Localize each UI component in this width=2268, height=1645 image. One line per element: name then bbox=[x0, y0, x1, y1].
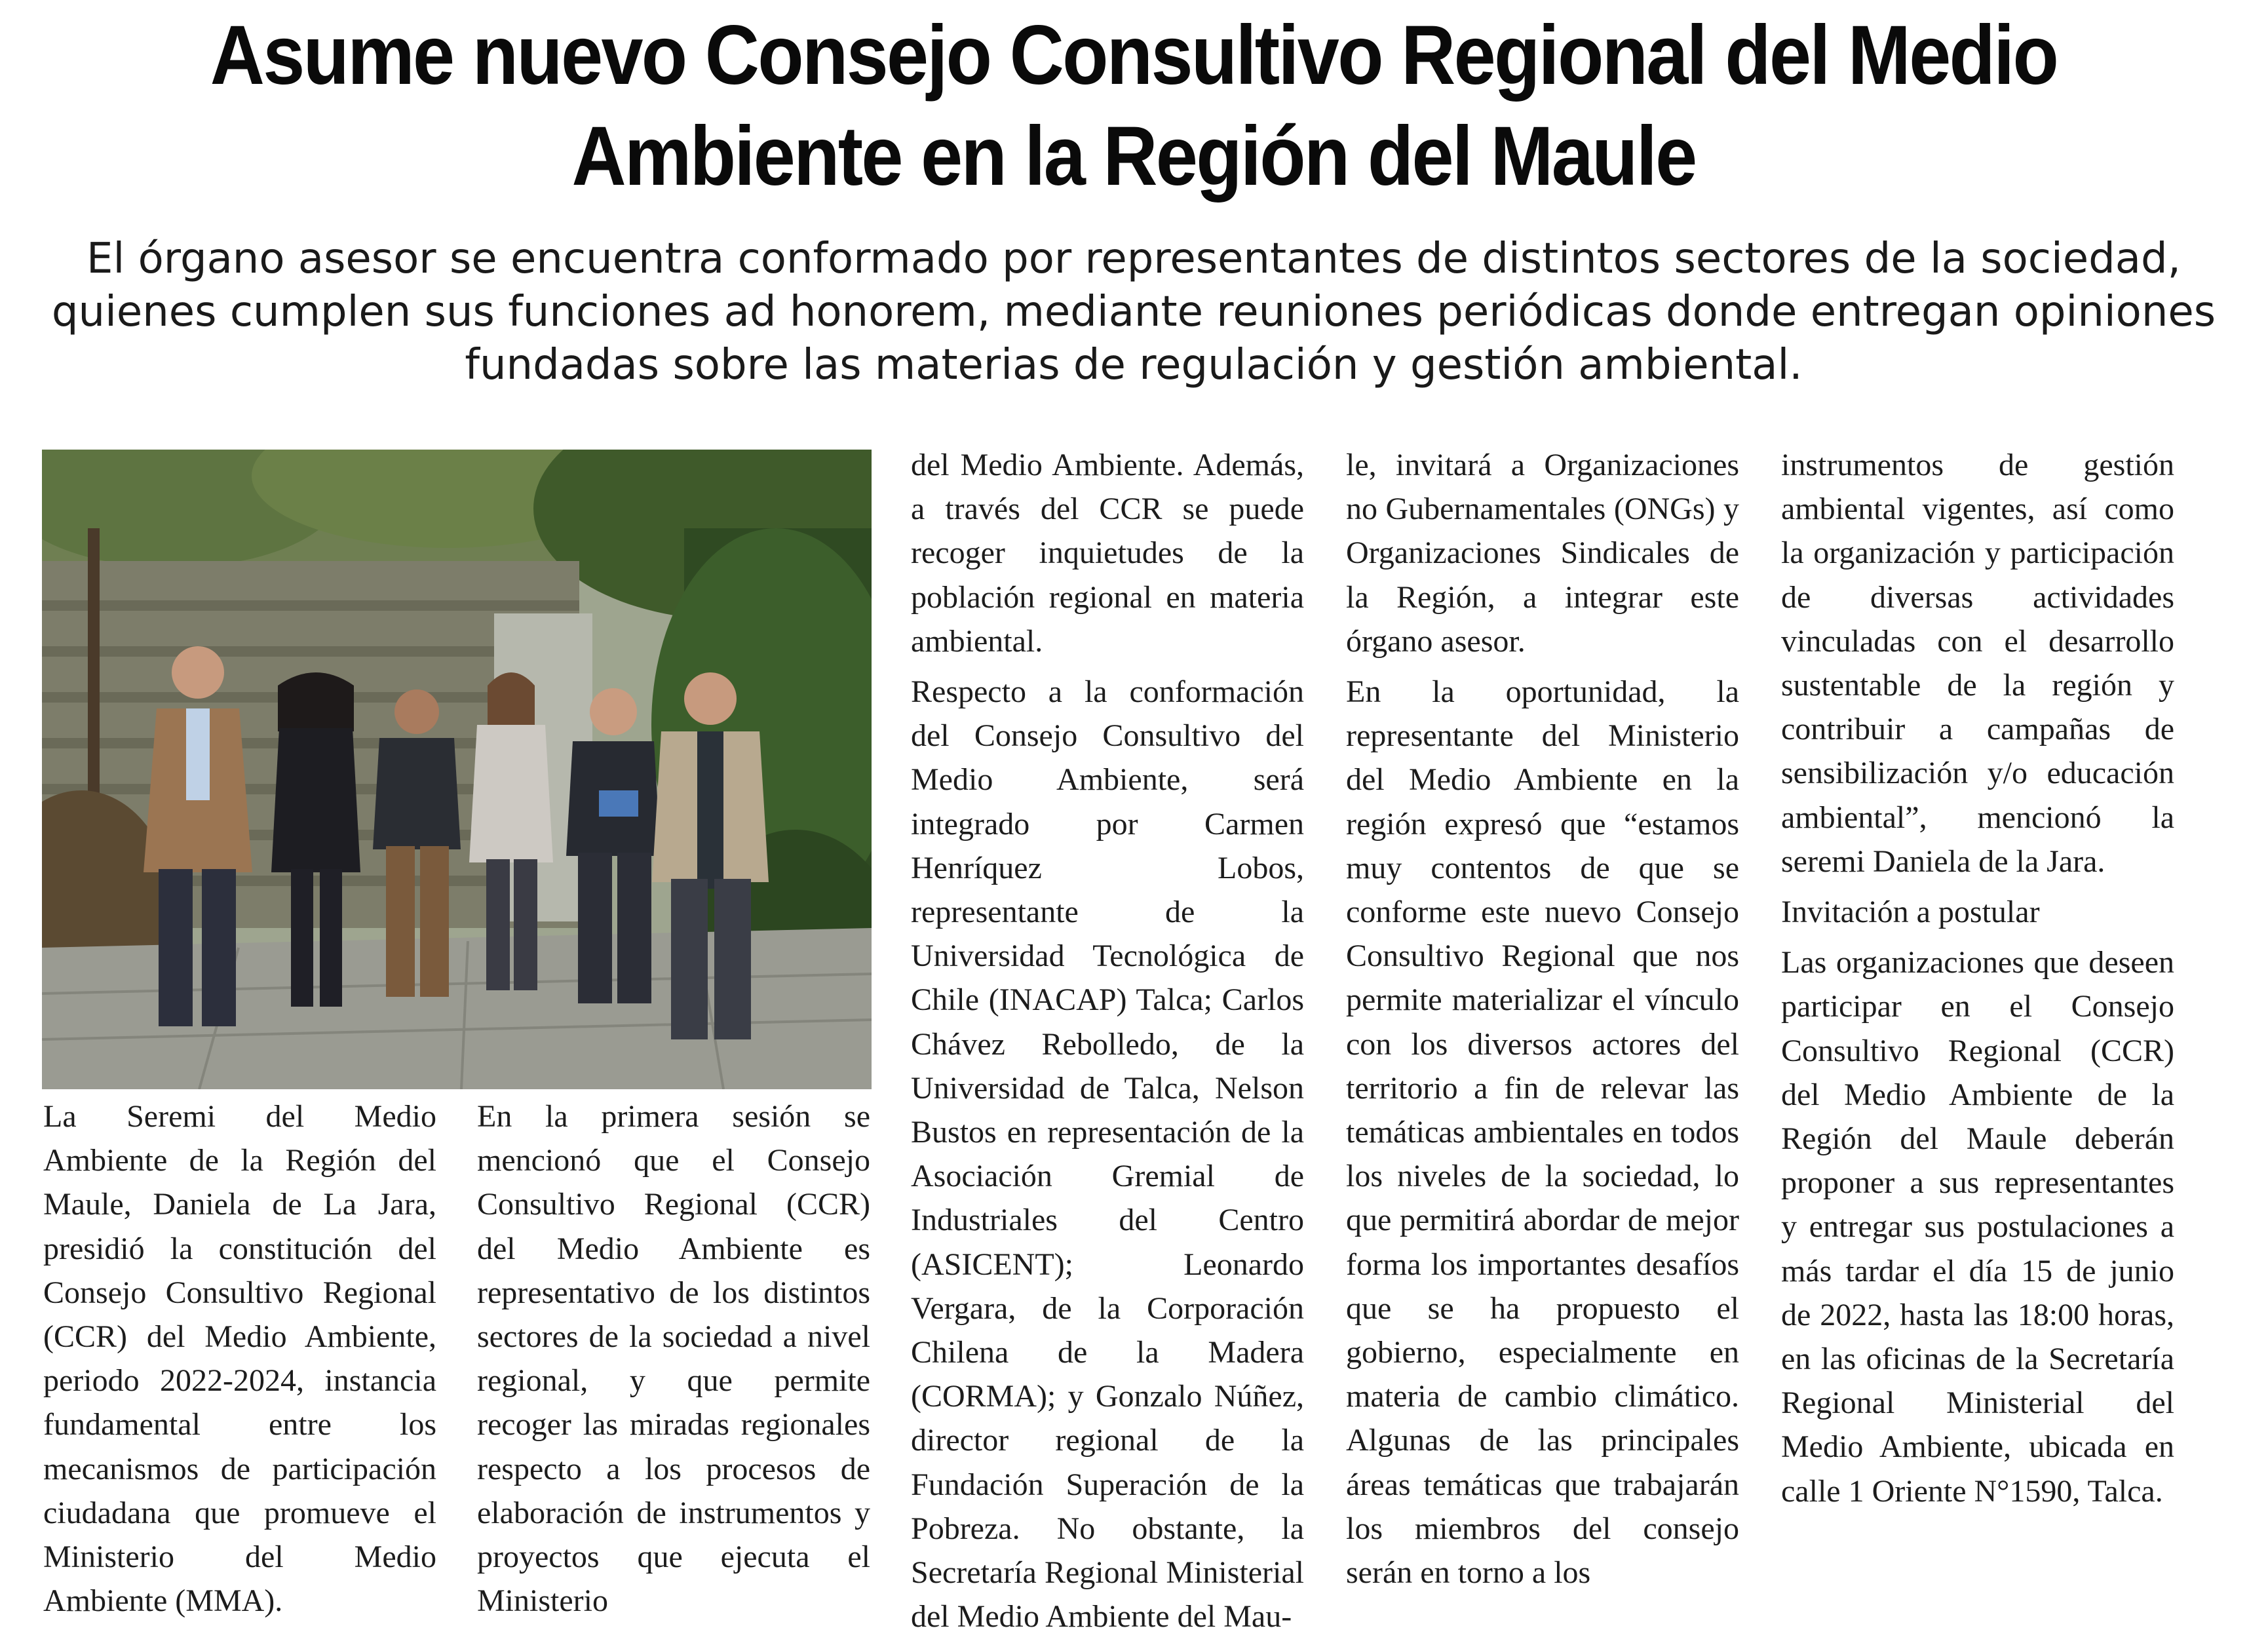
headline: Asume nuevo Consejo Consultivo Regional del Medio Ambiente en la Región del Maule bbox=[210, 9, 2058, 203]
column-3 bbox=[911, 443, 1304, 1645]
paragraph: Respecto a la conformación del Consejo Consultivo del Medio Ambiente, será integrado por Carmen Henríquez Lobos, representante de la Universidad Tecnológica de Chile (INACAP) Talca; Carlos Chávez Rebolledo, de la Universidad de Talca, Nelson Bustos en representación de la Asociación Gremial de Industriales del Centro (ASICENT); Leonardo Vergara, de la Corporación Chilena de la Madera (CORMA); y Gonzalo Núñez, director regional de la Fundación Superación de la Pobreza. No obstante, la Secretaría Regional Ministerial del Medio Ambiente del Mau- bbox=[911, 674, 1304, 1635]
paragraph: le, invitará a Organizaciones no Gubernamentales (ONGs) y Organizaciones Sindicales de la Región, a integrar este órgano asesor. bbox=[1346, 448, 1739, 659]
photo-caption: La Seremi del Medio Ambiente de la Región del Maule, Daniela de La Jara, presidió la constitución del Consejo Consultivo Regional (CCR) del Medio Ambiente, periodo 2022-2024, instancia fundamental entre los mecanismos de participación ciudadana que promueve el Ministerio del Medio Ambiente (MMA). bbox=[43, 1099, 436, 1619]
column-1 bbox=[43, 1094, 436, 1629]
section-subtitle: Invitación a postular bbox=[1781, 895, 2040, 930]
column-5 bbox=[1781, 443, 2174, 1520]
group-photo-illustration bbox=[42, 450, 872, 1089]
column-2 bbox=[477, 1094, 870, 1629]
article-photo bbox=[42, 450, 872, 1089]
paragraph: instrumentos de gestión ambiental vigentes, así como la organización y participación de diversas actividades vinculadas con el desarrollo sustentable de la región y contribuir a campañas de sensibilización y/o educación ambiental”, mencionó la seremi Daniela de la Jara. bbox=[1781, 448, 2174, 879]
column-4 bbox=[1346, 443, 1739, 1601]
subheadline: El órgano asesor se encuentra conformado por representantes de distintos sectores de la sociedad, quienes cumplen sus funciones ad honorem, mediante reuniones periódicas donde entregan opiniones fundadas sobre las materias de regulación y gestión ambiental. bbox=[51, 235, 2216, 389]
paragraph: En la oportunidad, la representante del Ministerio del Medio Ambiente en la región expresó que “estamos muy contentos de que se conforme este nuevo Consejo Consultivo Regional que nos permite materializar el vínculo con los diversos actores del territorio a fin de relevar las temáticas ambientales en todos los niveles de la sociedad, lo que permitirá abordar de mejor forma los importantes desafíos que se ha propuesto el gobierno, especialmente en materia de cambio climático. Algunas de las principales áreas temáticas que trabajarán los miembros del consejo serán en torno a los bbox=[1346, 674, 1739, 1591]
paragraph: del Medio Ambiente. Además, a través del CCR se puede recoger inquietudes de la población regional en materia ambiental. bbox=[911, 448, 1304, 659]
paragraph: En la primera sesión se mencionó que el Consejo Consultivo Regional (CCR) del Medio Ambiente es representativo de los distintos sectores de la sociedad a nivel regional, y que permite recoger las miradas regionales respecto a los procesos de elaboración de instrumentos y proyectos que ejecuta el Ministerio bbox=[477, 1099, 870, 1619]
paragraph: Las organizaciones que deseen participar en el Consejo Consultivo Regional (CCR) del Medio Ambiente de la Región del Maule deberán proponer a sus representantes y entregar sus postulaciones a más tardar el día 15 de junio de 2022, hasta las 18:00 horas, en las oficinas de la Secretaría Regional Ministerial del Medio Ambiente, ubicada en calle 1 Oriente N°1590, Talca. bbox=[1781, 945, 2174, 1509]
